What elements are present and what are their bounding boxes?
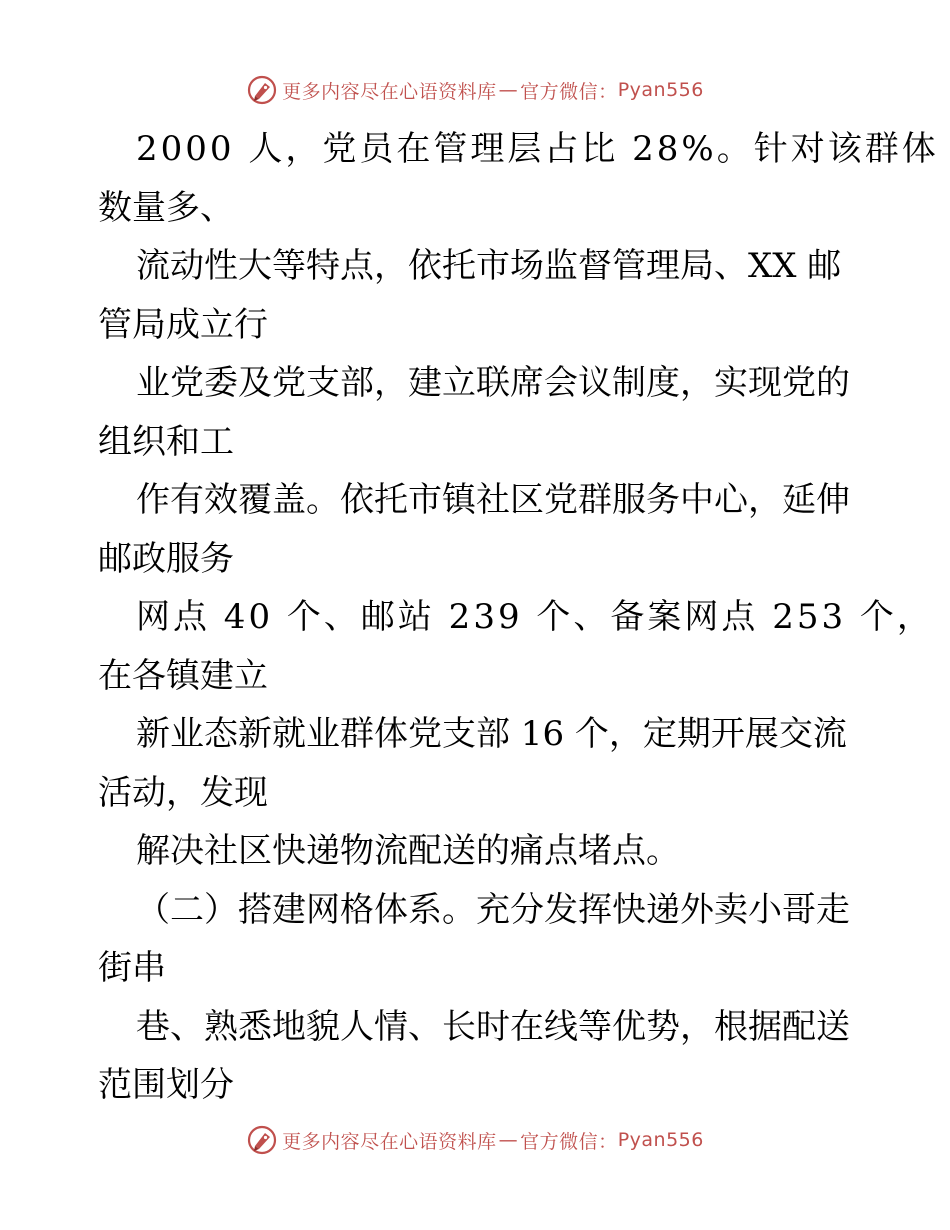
body-line-3: 流动性大等特点，依托市场监督管理局、XX 邮 <box>136 246 842 286</box>
watermark-dash: — <box>498 79 519 101</box>
body-line-6: 组织和工 <box>98 421 234 462</box>
footer-watermark <box>0 1122 950 1158</box>
document-body <box>98 120 939 1115</box>
watermark-contact: 官方微信： <box>520 1130 618 1153</box>
body-line-17: 范围划分 <box>98 1065 234 1105</box>
body-line-4: 管局成立行 <box>98 304 268 345</box>
body-line-5: 业党委及党支部，建立联席会议制度，实现党的 <box>136 363 850 403</box>
body-line-15: 街串 <box>98 948 166 988</box>
body-line-9: 网点 40 个、邮站 239 个、备案网点 253 个， <box>136 597 934 637</box>
body-line-7: 作有效覆盖。依托市镇社区党群服务中心，延伸 <box>136 480 850 520</box>
body-line-11: 新业态新就业群体党支部 16 个，定期开展交流 <box>136 714 847 754</box>
watermark-account: Pyan556 <box>617 79 704 101</box>
body-line-16: 巷、熟悉地貌人情、长时在线等优势，根据配送 <box>136 1006 850 1047</box>
body-line-1: 2000 人，党员在管理层占比 28%。针对该群体 <box>136 129 939 169</box>
body-line-12: 活动，发现 <box>98 772 268 813</box>
body-line-13: 解决社区快递物流配送的痛点堵点。 <box>136 831 680 871</box>
watermark-account: Pyan556 <box>617 1129 704 1151</box>
header-watermark <box>0 72 950 108</box>
body-line-10: 在各镇建立 <box>98 655 268 696</box>
body-line-8: 邮政服务 <box>98 538 234 579</box>
watermark-contact: 官方微信： <box>520 80 618 103</box>
watermark-brand: 更多内容尽在心语资料库 <box>282 1130 497 1153</box>
watermark-brand: 更多内容尽在心语资料库 <box>282 80 497 103</box>
pen-nib-circle-icon <box>246 74 278 106</box>
section-heading-line: （二）搭建网格体系。充分发挥快递外卖小哥走 <box>136 889 850 930</box>
body-line-2: 数量多、 <box>98 187 234 228</box>
watermark-dash: — <box>498 1129 519 1151</box>
pen-nib-circle-icon <box>246 1124 278 1156</box>
